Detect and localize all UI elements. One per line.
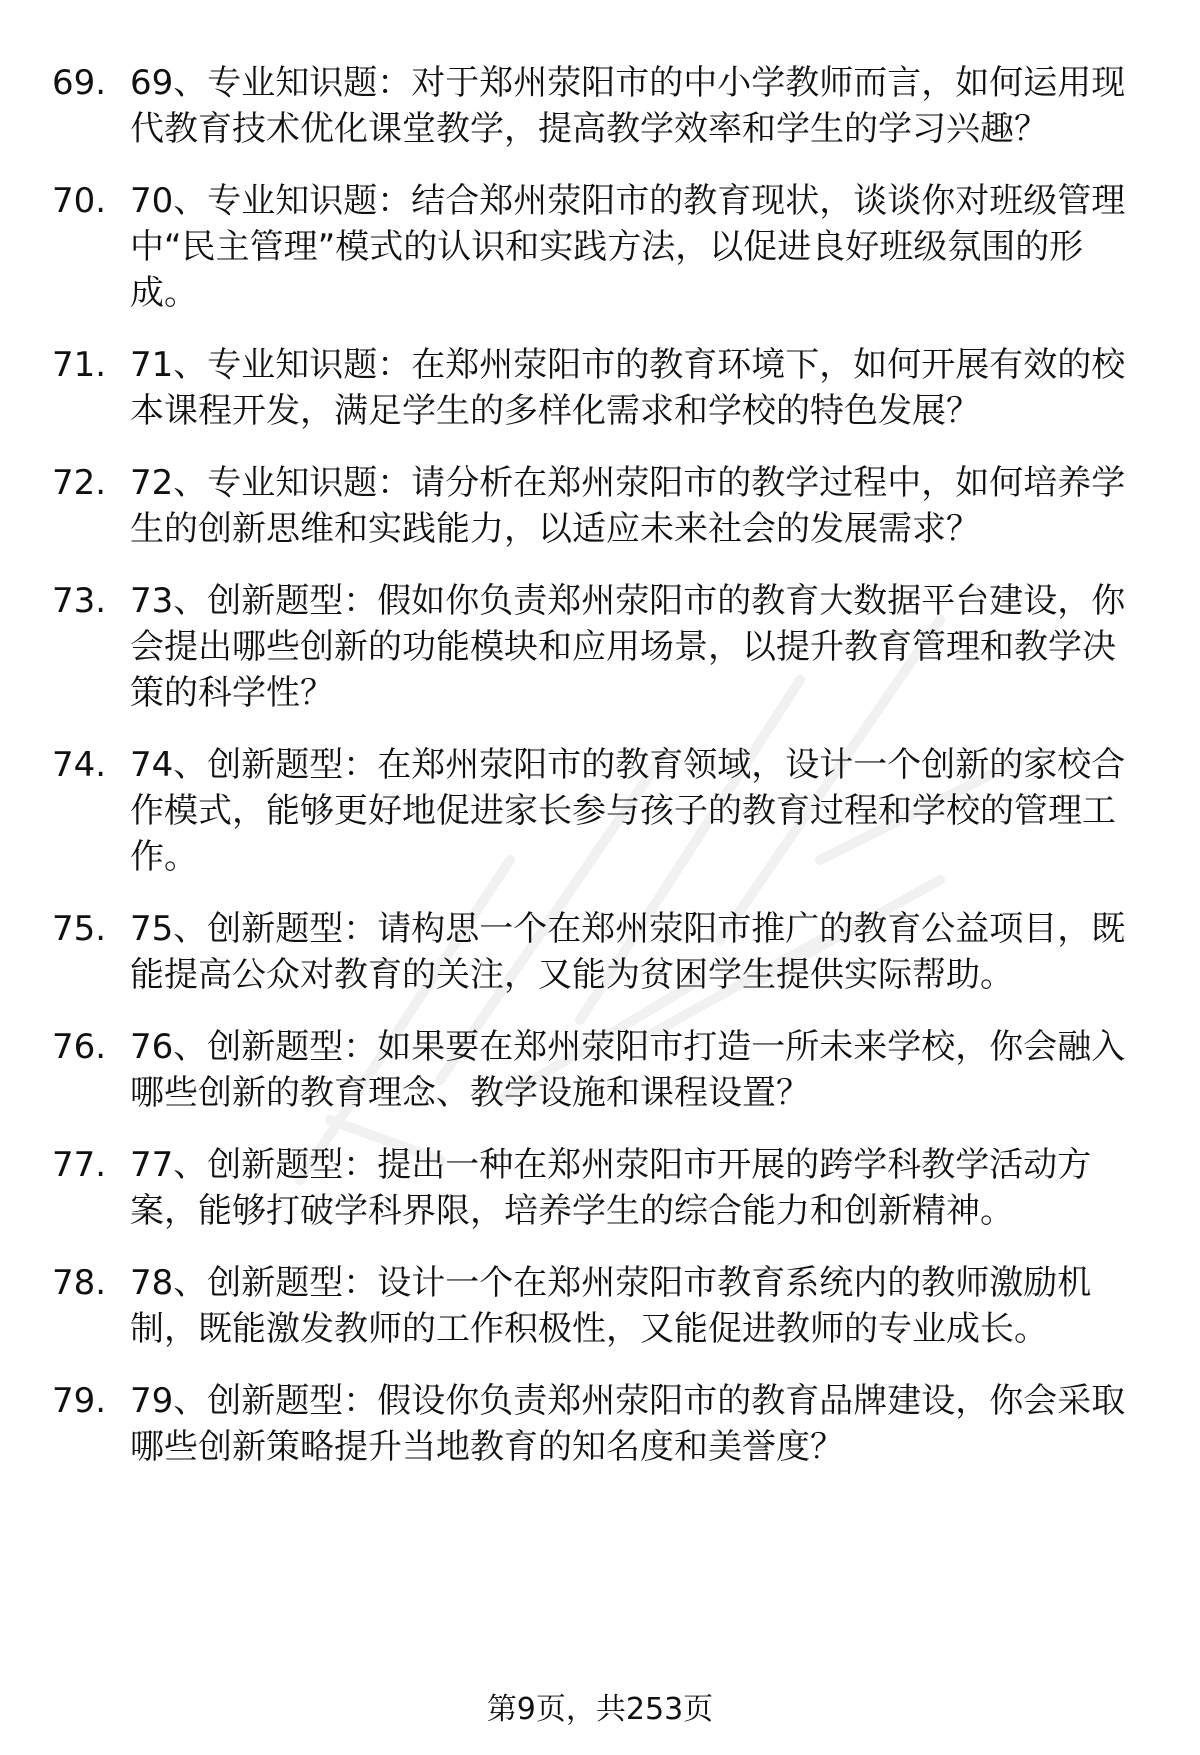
question-number: 75. xyxy=(52,909,107,949)
question-text: 73、创新题型：假如你负责郑州荥阳市的教育大数据平台建设，你会提出哪些创新的功能模块和应用场景，以提升教育管理和教学决策的科学性？ xyxy=(130,581,1126,713)
question-number: 73. xyxy=(52,581,107,621)
page-footer: 第9页，共253页 xyxy=(486,1692,714,1727)
question-text: 70、专业知识题：结合郑州荥阳市的教育现状，谈谈你对班级管理中“民主管理”模式的认识和实践方法，以促进良好班级氛围的形成。 xyxy=(130,181,1126,313)
question-text: 77、创新题型：提出一种在郑州荥阳市开展的跨学科教学活动方案，能够打破学科界限，培养学生的综合能力和创新精神。 xyxy=(130,1145,1092,1231)
question-list xyxy=(0,60,1200,1496)
question-item xyxy=(0,1378,1200,1470)
question-text: 71、专业知识题：在郑州荥阳市的教育环境下，如何开展有效的校本课程开发，满足学生的多样化需求和学校的特色发展？ xyxy=(130,345,1126,431)
question-item xyxy=(0,578,1200,716)
question-number: 69. xyxy=(52,63,107,103)
question-item xyxy=(0,460,1200,552)
question-item xyxy=(0,178,1200,316)
question-number: 72. xyxy=(52,463,107,503)
question-item xyxy=(0,1024,1200,1116)
question-number: 76. xyxy=(52,1027,107,1067)
question-number: 79. xyxy=(52,1381,107,1421)
question-text: 75、创新题型：请构思一个在郑州荥阳市推广的教育公益项目，既能提高公众对教育的关注，又能为贫困学生提供实际帮助。 xyxy=(130,909,1126,995)
question-item xyxy=(0,742,1200,880)
question-item xyxy=(0,1260,1200,1352)
question-text: 76、创新题型：如果要在郑州荥阳市打造一所未来学校，你会融入哪些创新的教育理念、教学设施和课程设置？ xyxy=(130,1027,1126,1113)
question-item xyxy=(0,342,1200,434)
question-number: 78. xyxy=(52,1263,107,1303)
question-text: 78、创新题型：设计一个在郑州荥阳市教育系统内的教师激励机制，既能激发教师的工作积极性，又能促进教师的专业成长。 xyxy=(130,1263,1092,1349)
question-text: 69、专业知识题：对于郑州荥阳市的中小学教师而言，如何运用现代教育技术优化课堂教学，提高教学效率和学生的学习兴趣？ xyxy=(130,63,1126,149)
question-item xyxy=(0,60,1200,152)
question-number: 77. xyxy=(52,1145,107,1185)
question-item xyxy=(0,906,1200,998)
question-text: 72、专业知识题：请分析在郑州荥阳市的教学过程中，如何培养学生的创新思维和实践能力，以适应未来社会的发展需求？ xyxy=(130,463,1126,549)
question-number: 70. xyxy=(52,181,107,221)
question-text: 74、创新题型：在郑州荥阳市的教育领域，设计一个创新的家校合作模式，能够更好地促进家长参与孩子的教育过程和学校的管理工作。 xyxy=(130,745,1126,877)
question-text: 79、创新题型：假设你负责郑州荥阳市的教育品牌建设，你会采取哪些创新策略提升当地教育的知名度和美誉度？ xyxy=(130,1381,1126,1467)
question-number: 71. xyxy=(52,345,107,385)
question-number: 74. xyxy=(52,745,107,785)
question-item xyxy=(0,1142,1200,1234)
